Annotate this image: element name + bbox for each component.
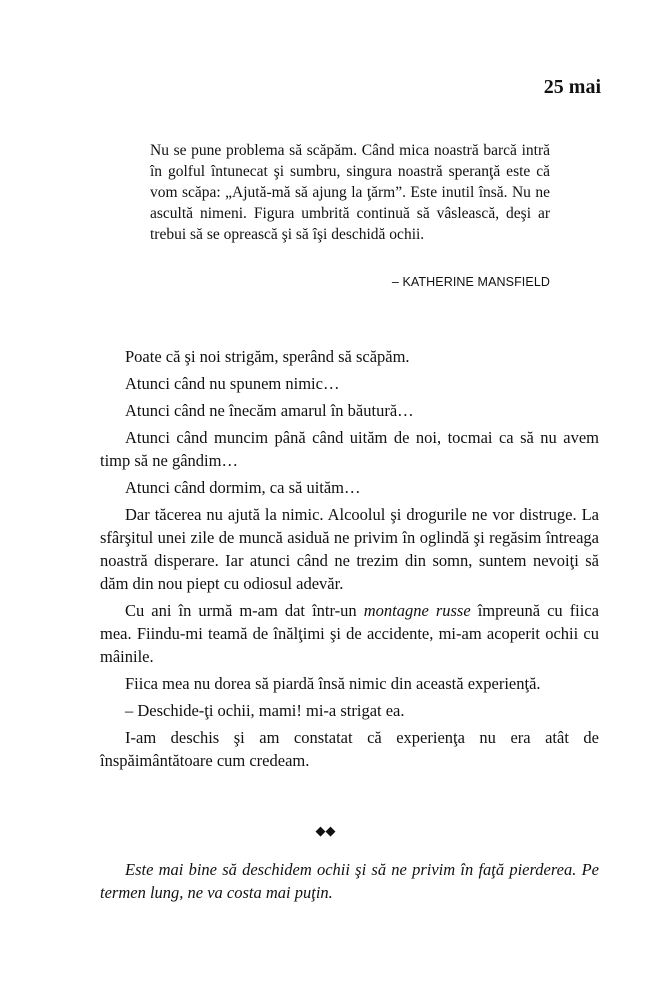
- paragraph-text: Cu ani în urmă m-am dat într-un: [125, 601, 364, 620]
- paragraph-rollercoaster: [100, 599, 599, 668]
- paragraph: Atunci când muncim până când uităm de noi, tocmai ca să nu avem timp să ne gândim…: [100, 428, 599, 470]
- paragraph: Atunci când dormim, ca să uităm…: [125, 478, 361, 497]
- page-date-heading: 25 mai: [543, 76, 601, 98]
- paragraph: Dar tăcerea nu ajută la nimic. Alcoolul şi drogurile ne vor distruge. La sfârşitul unei zile de muncă asiduă ne privim în oglindă şi regăsim întreaga noastră disperare. Iar atunci când ne trezim din somn, suntem nevoiţi să dăm din nou piept cu odiosul adevăr.: [100, 505, 599, 593]
- section-separator-diamonds: ◆◆: [315, 824, 336, 839]
- closing-reflection: Este mai bine să deschidem ochii şi să ne privim în faţă pierderea. Pe termen lung, ne va costa mai puţin.: [100, 860, 599, 902]
- paragraph: Atunci când nu spunem nimic…: [125, 374, 340, 393]
- epigraph-quote: Nu se pune problema să scăpăm. Când mica noastră barcă intră în golful întunecat şi sumbru, singura noastră speranţă este că vom scăpa: „Ajută-mă să ajung la ţărm”. Este inutil însă. Nu ne ascultă nimeni. Figura umbrită continuă să vâslească, deşi ar trebui să se oprească şi să îşi deschidă ochii.: [150, 142, 550, 243]
- paragraph-text: împreună cu fiica mea. Fiindu-mi teamă de înălţimi şi de accidente, mi-am acoperit ochii cu mâinile.: [100, 601, 600, 666]
- paragraph: Poate că şi noi strigăm, sperând să scăpăm.: [125, 347, 410, 366]
- paragraph: Atunci când ne înecăm amarul în băutură…: [125, 401, 414, 420]
- paragraph: I-am deschis şi am constatat că experienţa nu era atât de înspăimântătoare cum credeam.: [100, 728, 599, 770]
- body-text: [100, 345, 599, 776]
- italic-term: montagne russe: [363, 601, 471, 620]
- paragraph: – Deschide-ţi ochii, mami! mi-a strigat ea.: [125, 701, 405, 720]
- epigraph-attribution: – KATHERINE MANSFIELD: [391, 275, 550, 289]
- paragraph: Fiica mea nu dorea să piardă însă nimic din această experienţă.: [125, 674, 541, 693]
